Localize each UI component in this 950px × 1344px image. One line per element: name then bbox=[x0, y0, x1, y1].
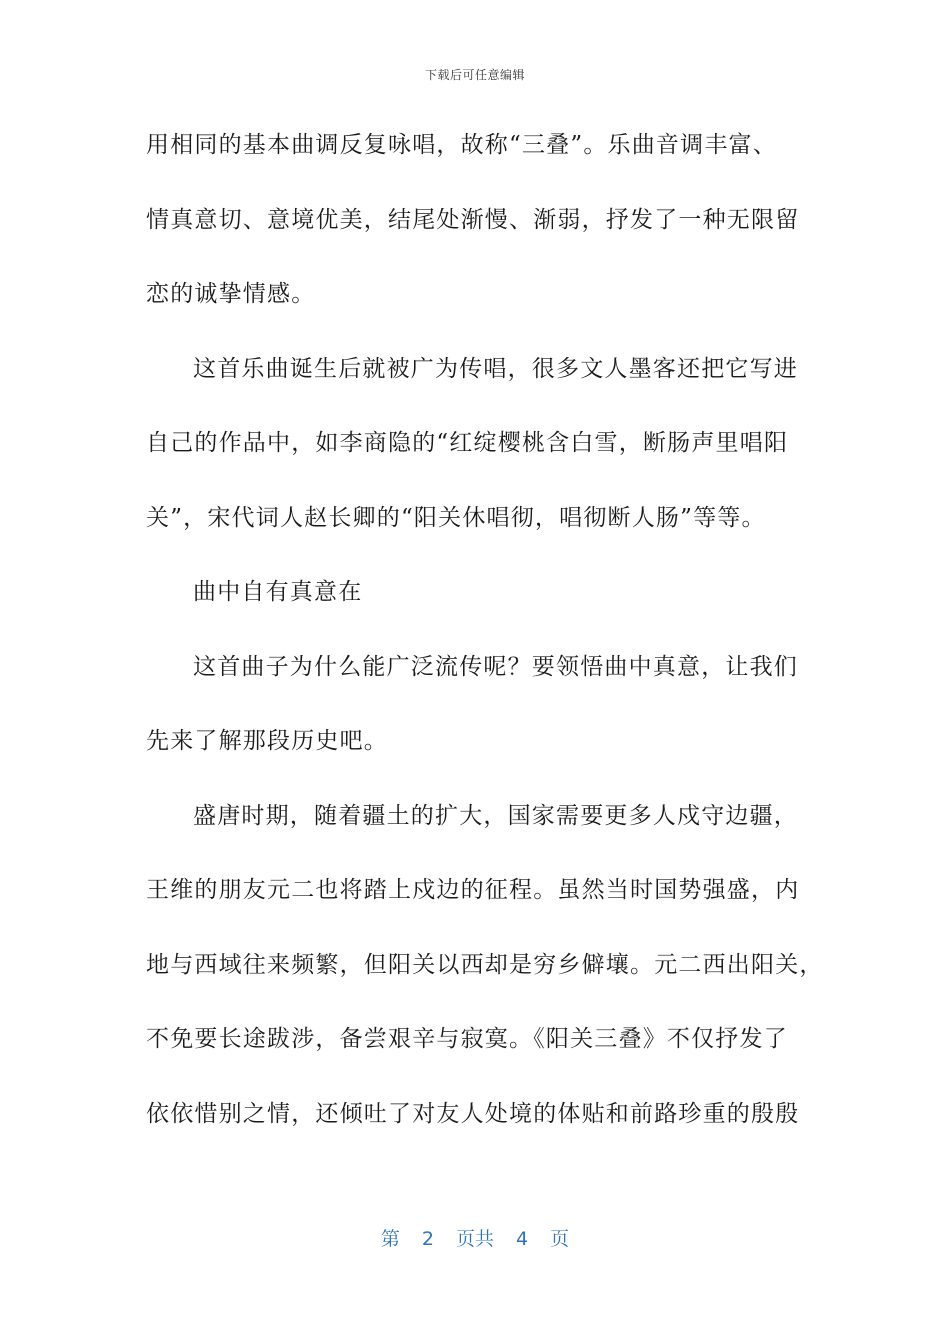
text-line: 恋的诚挚情感。 bbox=[146, 281, 316, 307]
text-line: 地与西域往来频繁，但阳关以西却是穷乡僻壤。元二西出阳关， bbox=[146, 951, 824, 978]
footer-prefix: 第 bbox=[380, 1228, 400, 1250]
total-pages-number: 4 bbox=[516, 1228, 529, 1250]
text-line: 关”，宋代词人赵长卿的“阳关休唱彻，唱彻断人肠”等等。 bbox=[146, 504, 766, 531]
text-line: 先来了解那段历史吧。 bbox=[146, 728, 388, 754]
text-line: 依依惜别之情，还倾吐了对友人处境的体贴和前路珍重的殷殷 bbox=[146, 1100, 800, 1127]
text-line: 情真意切、意境优美，结尾处渐慢、渐弱，抒发了一种无限留 bbox=[146, 206, 800, 233]
current-page-number: 2 bbox=[421, 1228, 434, 1250]
paragraph-start-line: 盛唐时期，随着疆土的扩大，国家需要更多人戍守边疆， bbox=[193, 802, 798, 829]
text-line: 自己的作品中，如李商隐的“红绽樱桃含白雪，断肠声里唱阳 bbox=[146, 430, 789, 456]
text-line: 王维的朋友元二也将踏上戍边的征程。虽然当时国势强盛，内 bbox=[146, 877, 800, 903]
paragraph-start-line: 这首曲子为什么能广泛流传呢？要领悟曲中真意，让我们 bbox=[193, 653, 798, 680]
section-heading: 曲中自有真意在 bbox=[193, 579, 363, 605]
paragraph-start-line: 这首乐曲诞生后就被广为传唱，很多文人墨客还把它写进 bbox=[193, 355, 798, 382]
footer-middle: 页共 bbox=[455, 1228, 494, 1250]
document-body bbox=[146, 117, 824, 1160]
page-footer bbox=[0, 1224, 950, 1251]
footer-suffix: 页 bbox=[550, 1228, 570, 1250]
page-header: 下载后可任意编辑 bbox=[424, 68, 525, 82]
text-line: 用相同的基本曲调反复咏唱，故称“三叠”。乐曲音调丰富、 bbox=[146, 132, 777, 158]
text-line: 不免要长途跋涉，备尝艰辛与寂寞。《阳关三叠》不仅抒发了 bbox=[146, 1026, 788, 1052]
